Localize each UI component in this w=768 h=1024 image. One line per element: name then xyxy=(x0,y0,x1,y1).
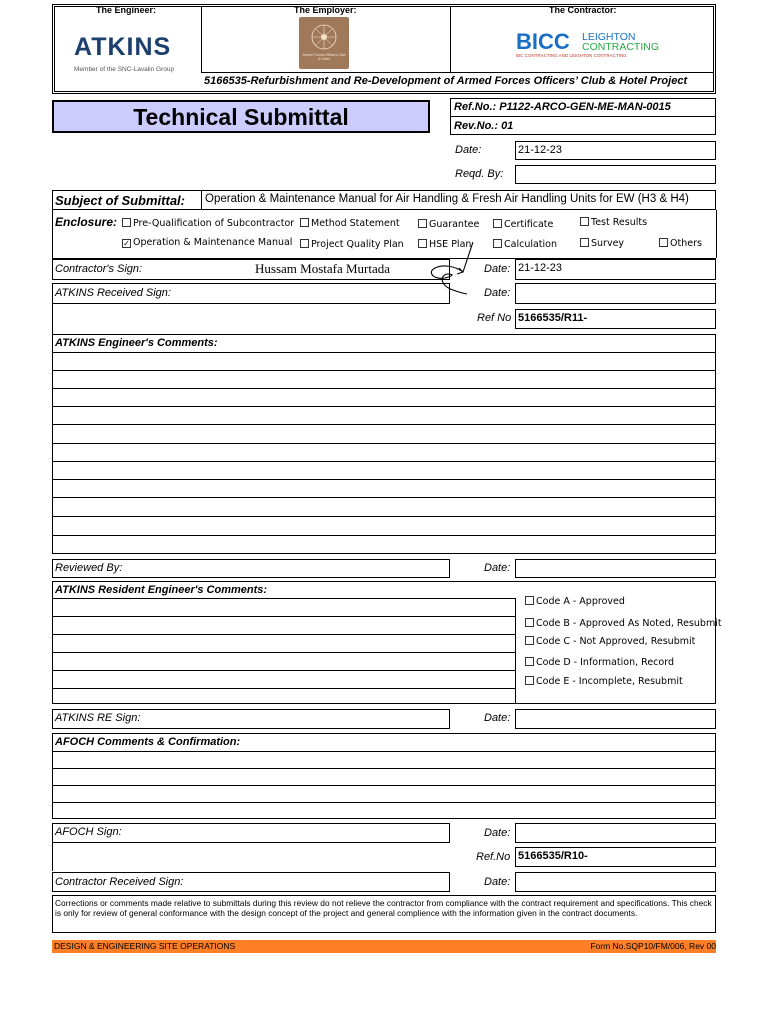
re-date-label: Date: xyxy=(484,712,511,724)
engineer-comments-label: ATKINS Engineer's Comments: xyxy=(55,337,218,349)
code-e-checkbox[interactable] xyxy=(525,676,683,687)
afoch-ref-no-value: 5166535/R10- xyxy=(518,850,588,862)
checkbox-method-statement[interactable] xyxy=(300,218,400,229)
contractor-label: The Contractor: xyxy=(549,5,617,15)
codes-divider xyxy=(515,598,516,704)
checkbox-pre-qualification[interactable] xyxy=(122,218,294,229)
checkbox-label: Pre-Qualification of Subcontractor xyxy=(133,218,295,229)
comment-line xyxy=(52,406,716,407)
afoch-line xyxy=(52,785,716,786)
code-d-checkbox[interactable] xyxy=(525,657,674,668)
checkbox-box[interactable] xyxy=(122,218,131,227)
disclaimer-text: Corrections or comments made relative to submittals during this review do not relieve the contractor from compliance with the contract requirement and specifications. This check is only for review of general conformance with the design concept of the project and general complience with the information given in the contract documents. xyxy=(55,898,712,918)
subject-divider xyxy=(201,190,202,210)
checkbox-guarantee[interactable] xyxy=(418,219,479,230)
checkbox-box[interactable] xyxy=(300,218,309,227)
contractor-sign-name: Hussam Mostafa Murtada xyxy=(255,261,391,276)
contractor-date-value: 21-12-23 xyxy=(518,262,563,274)
leighton-text-1: LEIGHTON xyxy=(582,31,636,43)
checkbox-others[interactable] xyxy=(659,238,702,249)
code-a-checkbox[interactable] xyxy=(525,596,625,607)
atkins-tagline: Member of the SNC-Lavalin Group xyxy=(74,66,175,73)
checkbox-om-manual[interactable] xyxy=(122,238,292,248)
afoch-line xyxy=(52,802,716,803)
atkins-received-date-label: Date: xyxy=(484,287,511,299)
code-label: Code D - Information, Record xyxy=(536,657,674,668)
reviewed-date-field[interactable] xyxy=(515,559,716,578)
contractor-received-date-field[interactable] xyxy=(515,872,716,892)
date-label: Date: xyxy=(455,144,482,156)
header-divider-1 xyxy=(201,6,202,72)
checkbox-box[interactable] xyxy=(300,239,309,248)
ref-no-value: 5166535/R11- xyxy=(518,312,588,324)
checkbox-test-results[interactable] xyxy=(580,217,647,228)
ref-no-label: Ref No xyxy=(477,312,512,324)
employer-logo-text: Armed Forces Officers Club & Hotel xyxy=(302,53,346,61)
resident-line xyxy=(52,634,516,635)
checkbox-project-quality-plan[interactable] xyxy=(300,239,404,250)
engineer-label: The Engineer: xyxy=(96,5,157,15)
header-project-line xyxy=(201,72,714,73)
contractor-date-label: Date: xyxy=(484,263,511,275)
comment-line xyxy=(52,443,716,444)
subject-label: Subject of Submittal: xyxy=(55,193,185,208)
employer-label: The Employer: xyxy=(294,5,357,15)
checkbox-label: Project Quality Plan xyxy=(311,239,404,250)
enclosure-right-line xyxy=(716,210,717,258)
resident-line xyxy=(52,616,516,617)
checkbox-label: HSE Plan xyxy=(429,239,472,250)
ref-row-left-line xyxy=(52,304,53,334)
checkbox-survey[interactable] xyxy=(580,238,624,249)
checkbox-label: Guarantee xyxy=(429,219,480,230)
resident-line xyxy=(52,670,516,671)
code-label: Code B - Approved As Noted, Resubmit xyxy=(536,618,722,629)
leighton-text-2: CONTRACTING xyxy=(582,41,659,53)
checkbox-box[interactable] xyxy=(525,596,534,605)
checkbox-label: Certificate xyxy=(504,219,554,230)
re-sign-label: ATKINS RE Sign: xyxy=(55,712,141,724)
re-date-field[interactable] xyxy=(515,709,716,729)
checkbox-box[interactable] xyxy=(493,219,502,228)
engineer-comments-area[interactable] xyxy=(52,334,716,554)
ref-divider xyxy=(450,116,716,117)
checkbox-label: Calculation xyxy=(504,239,557,250)
resident-line xyxy=(52,688,516,689)
resident-line xyxy=(52,652,516,653)
checkbox-label: Test Results xyxy=(591,217,648,228)
project-title: 5166535-Refurbishment and Re-Development of Armed Forces Officers’ Club & Hotel Project xyxy=(204,75,688,87)
footer-right: Form No.SQP10/FM/006, Rev 00 xyxy=(590,941,716,951)
header-divider-2 xyxy=(450,6,451,72)
afoch-sign-label: AFOCH Sign: xyxy=(55,826,122,838)
comment-line xyxy=(52,370,716,371)
checkbox-box[interactable] xyxy=(580,217,589,226)
comment-line xyxy=(52,479,716,480)
subject-value: Operation & Maintenance Manual for Air Handling & Fresh Air Handling Units for EW (H3 & H4) xyxy=(205,193,689,205)
code-label: Code E - Incomplete, Resubmit xyxy=(536,676,683,687)
contractor-received-date-label: Date: xyxy=(484,876,511,888)
contractor-sign-label: Contractor's Sign: xyxy=(55,263,143,275)
checkbox-box[interactable] xyxy=(659,238,668,247)
employer-logo xyxy=(299,17,349,69)
checkbox-box[interactable] xyxy=(525,636,534,645)
comment-line xyxy=(52,388,716,389)
ref-no: Ref.No.: P1122-ARCO-GEN-ME-MAN-0015 xyxy=(454,101,671,113)
enclosure-left-line xyxy=(52,210,53,258)
comment-line xyxy=(52,535,716,536)
checkbox-box[interactable] xyxy=(493,239,502,248)
reviewed-date-label: Date: xyxy=(484,562,511,574)
page-title: Technical Submittal xyxy=(133,104,349,130)
checkbox-box[interactable] xyxy=(418,219,427,228)
checkbox-label: Survey xyxy=(591,238,625,249)
checkbox-box[interactable] xyxy=(525,676,534,685)
atkins-logo: ATKINS xyxy=(74,33,172,61)
afoch-comments-label: AFOCH Comments & Confirmation: xyxy=(55,736,241,748)
checkbox-label: Operation & Maintenance Manual xyxy=(133,237,293,248)
checkbox-certificate[interactable] xyxy=(493,219,553,230)
footer-left: DESIGN & ENGINEERING SITE OPERATIONS xyxy=(54,941,236,951)
reqd-by-field[interactable] xyxy=(515,165,716,184)
checkbox-box[interactable] xyxy=(525,618,534,627)
comment-line xyxy=(52,497,716,498)
comment-line xyxy=(52,461,716,462)
bicc-logo: BICC xyxy=(516,29,570,54)
comment-line xyxy=(52,424,716,425)
checkbox-calculation[interactable] xyxy=(493,239,557,250)
enclosure-label: Enclosure: xyxy=(55,215,118,229)
afoch-date-label: Date: xyxy=(484,827,511,839)
afoch-ref-left-line xyxy=(52,843,53,871)
code-c-checkbox[interactable] xyxy=(525,636,695,647)
employer-emblem-icon xyxy=(299,17,349,69)
afoch-line xyxy=(52,751,716,752)
code-b-checkbox[interactable] xyxy=(525,618,722,629)
comment-line xyxy=(52,516,716,517)
code-label: Code C - Not Approved, Resubmit xyxy=(536,636,696,647)
comment-line xyxy=(52,352,716,353)
resident-line xyxy=(52,598,516,599)
checkbox-label: Method Statement xyxy=(311,218,400,229)
resident-comments-label: ATKINS Resident Engineer's Comments: xyxy=(55,584,268,596)
atkins-received-label: ATKINS Received Sign: xyxy=(55,287,171,299)
afoch-date-field[interactable] xyxy=(515,823,716,843)
afoch-line xyxy=(52,768,716,769)
date-value: 21-12-23 xyxy=(518,144,563,156)
rev-no: Rev.No.: 01 xyxy=(454,120,514,132)
code-label: Code A - Approved xyxy=(536,596,625,607)
afoch-ref-no-label: Ref.No xyxy=(476,851,511,863)
atkins-received-date-field[interactable] xyxy=(515,283,716,304)
checkbox-checked-icon[interactable]: ✓ xyxy=(123,239,130,248)
contractor-received-label: Contractor Received Sign: xyxy=(55,876,184,888)
checkbox-label: Others xyxy=(670,238,702,249)
reqd-by-label: Reqd. By: xyxy=(455,168,504,180)
checkbox-box[interactable] xyxy=(525,657,534,666)
reviewed-by-label: Reviewed By: xyxy=(55,562,123,574)
checkbox-box[interactable] xyxy=(580,238,589,247)
bicc-tagline: BIC CONTRACTING AND LEIGHTON CONTRACTING xyxy=(516,53,627,58)
